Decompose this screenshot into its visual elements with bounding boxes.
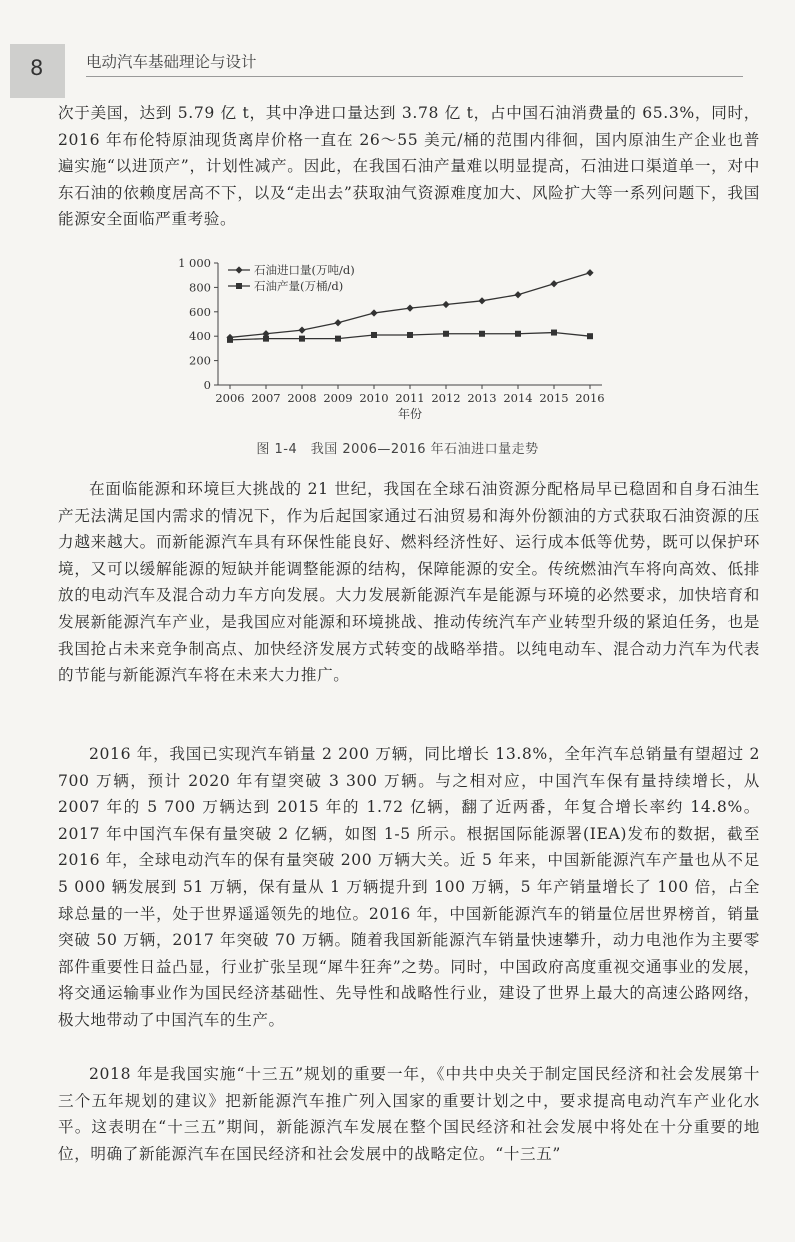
y-tick-label: 600 [189,304,211,319]
figure-caption: 图 1-4 我国 2006—2016 年石油进口量走势 [256,442,539,457]
data-point-square [587,333,593,339]
y-tick-label: 0 [203,378,211,392]
data-point-diamond [586,269,593,276]
oil-import-line-chart [165,256,615,431]
x-tick-label: 2016 [575,391,605,405]
data-point-square [515,331,521,337]
x-tick-label: 2006 [215,391,245,405]
data-point-diamond [550,280,557,287]
data-point-square [227,337,233,343]
x-tick-label: 2007 [251,391,281,405]
data-point-diamond [406,305,413,312]
y-tick-label: 200 [189,353,211,368]
legend-marker-1 [235,266,242,273]
legend-marker-2 [236,283,242,289]
page-number: 8 [30,56,44,80]
x-tick-label: 2008 [287,391,317,405]
body-paragraph-2: 在面临能源和环境巨大挑战的 21 世纪，我国在全球石油资源分配格局早已稳固和自身石油生产无法满足国内需求的情况下，作为后起国家通过石油贸易和海外份额油的方式获取石油资源的压力越来越大。而新能源汽车具有环保性能良好、燃料经济性好、运行成本低等优势，既可以保护环境，又可以缓解能源的短缺并能调整能源的结构，保障能源的安全。传统燃油汽车将向高效、低排放的电动汽车及混合动力车方向发展。大力发展新能源汽车是能源与环境的必然要求，加快培育和发展新能源汽车产业，是我国应对能源和环境挑战、推动传统汽车产业转型升级的紧迫任务，也是我国抢占未来竞争制高点、加快经济发展方式转变的战略举措。以纯电动车、混合动力汽车为代表的节能与新能源汽车将在未来大力推广。 [58,480,760,685]
x-tick-label: 2010 [359,391,389,405]
body-paragraph-4: 2018 年是我国实施“十三五”规划的重要一年，《中共中央关于制定国民经济和社会发展第十三个五年规划的建议》把新能源汽车推广列入国家的重要计划之中，要求提高电动汽车产业化水平。这表明在“十三五”期间，新能源汽车发展在整个国民经济和社会发展中将处在十分重要的地位，明确了新能源汽车在国民经济和社会发展中的战略定位。“十三五” [58,1065,760,1163]
header-rule [86,76,743,77]
data-point-diamond [478,297,485,304]
data-point-square [479,331,485,337]
data-point-square [407,332,413,338]
data-point-square [551,330,557,336]
x-tick-label: 2014 [503,391,533,405]
y-tick-label: 400 [189,329,211,344]
data-point-square [263,336,269,342]
data-point-diamond [298,327,305,334]
data-point-diamond [370,309,377,316]
data-point-square [371,332,377,338]
x-tick-label: 2012 [431,391,461,405]
legend-label-2: 石油产量(万桶/d) [254,279,344,293]
data-point-diamond [334,319,341,326]
running-header-title: 电动汽车基础理论与设计 [86,53,257,71]
y-tick-label: 1 000 [178,256,211,270]
data-point-diamond [442,301,449,308]
data-point-square [443,331,449,337]
data-point-square [299,336,305,342]
x-axis-title: 年份 [397,407,423,421]
body-paragraph-3: 2016 年，我国已实现汽车销量 2 200 万辆，同比增长 13.8%，全年汽车总销量有望超过 2 700 万辆，预计 2020 年有望突破 3 300 万辆。与之相对应，中国汽车保有量持续增长，从 2007 年的 5 700 万辆达到 2015 年的 1.72 亿辆，翻了近两番，年复合增长率约 14.8%。2017 年中国汽车保有量突破 2 亿辆，如图 1-5 所示。根据国际能源署(IEA)发布的数据，截至 2016 年，全球电动汽车的保有量突破 200 万辆大关。近 5 年来，中国新能源汽车产量也从不足 5 000 辆发展到 51 万辆，保有量从 1 万辆提升到 100 万辆，5 年产销量增长了 100 倍，占全球总量的一半，处于世界遥遥领先的地位。2016 年，中国新能源汽车的销量位居世界榜首，销量突破 50 万辆，2017 年突破 70 万辆。随着我国新能源汽车销量快速攀升，动力电池作为主要零部件重要性日益凸显，行业扩张呈现“犀牛狂奔”之势。同时，中国政府高度重视交通事业的发展，将交通运输事业作为国民经济基础性、先导性和战略性行业，建设了世界上最大的高速公路网络，极大地带动了中国汽车的生产。 [58,745,760,1029]
data-point-diamond [514,291,521,298]
x-tick-label: 2015 [539,391,569,405]
x-tick-label: 2013 [467,391,497,405]
y-tick-label: 800 [189,280,211,295]
body-paragraph-1: 次于美国，达到 5.79 亿 t，其中净进口量达到 3.78 亿 t，占中国石油消费量的 65.3%，同时，2016 年布伦特原油现货离岸价格一直在 26～55 美元/桶的范围内徘徊，国内原油生产企业也普遍实施“以进顶产”，计划性减产。因此，在我国石油产量难以明显提高，石油进口渠道单一，对中东石油的依赖度居高不下，以及“走出去”获取油气资源难度加大、风险扩大等一系列问题下，我国能源安全面临严重考验。 [58,104,760,229]
legend-label-1: 石油进口量(万吨/d) [254,263,355,277]
x-tick-label: 2009 [323,391,353,405]
x-tick-label: 2011 [395,391,425,405]
data-point-square [335,336,341,342]
